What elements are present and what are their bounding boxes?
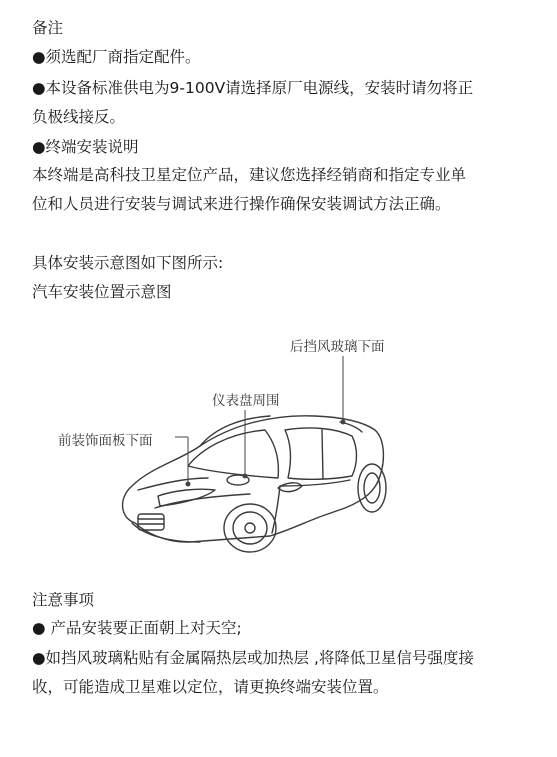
install-paragraph-line2: 位和人员进行安装与调试来进行操作确保安装调试方法正确。: [32, 195, 451, 213]
label-rear-windshield: 后挡风玻璃下面: [290, 339, 385, 355]
car-installation-diagram: [40, 318, 420, 583]
install-intro: 具体安装示意图如下图所示:: [32, 254, 224, 272]
label-front-panel: 前装饰面板下面: [58, 433, 153, 449]
install-paragraph-line1: 本终端是高科技卫星定位产品，建议您选择经销商和指定专业单: [32, 166, 467, 184]
precautions-heading: 注意事项: [32, 591, 95, 609]
precaution-item-windshield-line1: ●如挡风玻璃粘贴有金属隔热层或加热层 ,将降低卫星信号强度接: [32, 649, 474, 667]
precaution-item-windshield-line2: 收，可能造成卫星难以定位，请更换终端安装位置。: [32, 678, 389, 696]
car-illustration: [40, 318, 420, 583]
notes-heading: 备注: [32, 19, 64, 37]
note-item-power-line2: 负极线接反。: [32, 108, 126, 126]
note-item-install-heading: ●终端安装说明: [32, 138, 139, 156]
note-item-power-line1: ●本设备标准供电为9-100V请选择原厂电源线，安装时请勿将正: [32, 79, 474, 97]
precaution-item-orientation: ● 产品安装要正面朝上对天空;: [32, 619, 242, 637]
figure-title: 汽车安装位置示意图: [32, 283, 172, 301]
note-item-accessories: ●须选配厂商指定配件。: [32, 48, 201, 66]
label-dashboard: 仪表盘周围: [212, 393, 280, 409]
